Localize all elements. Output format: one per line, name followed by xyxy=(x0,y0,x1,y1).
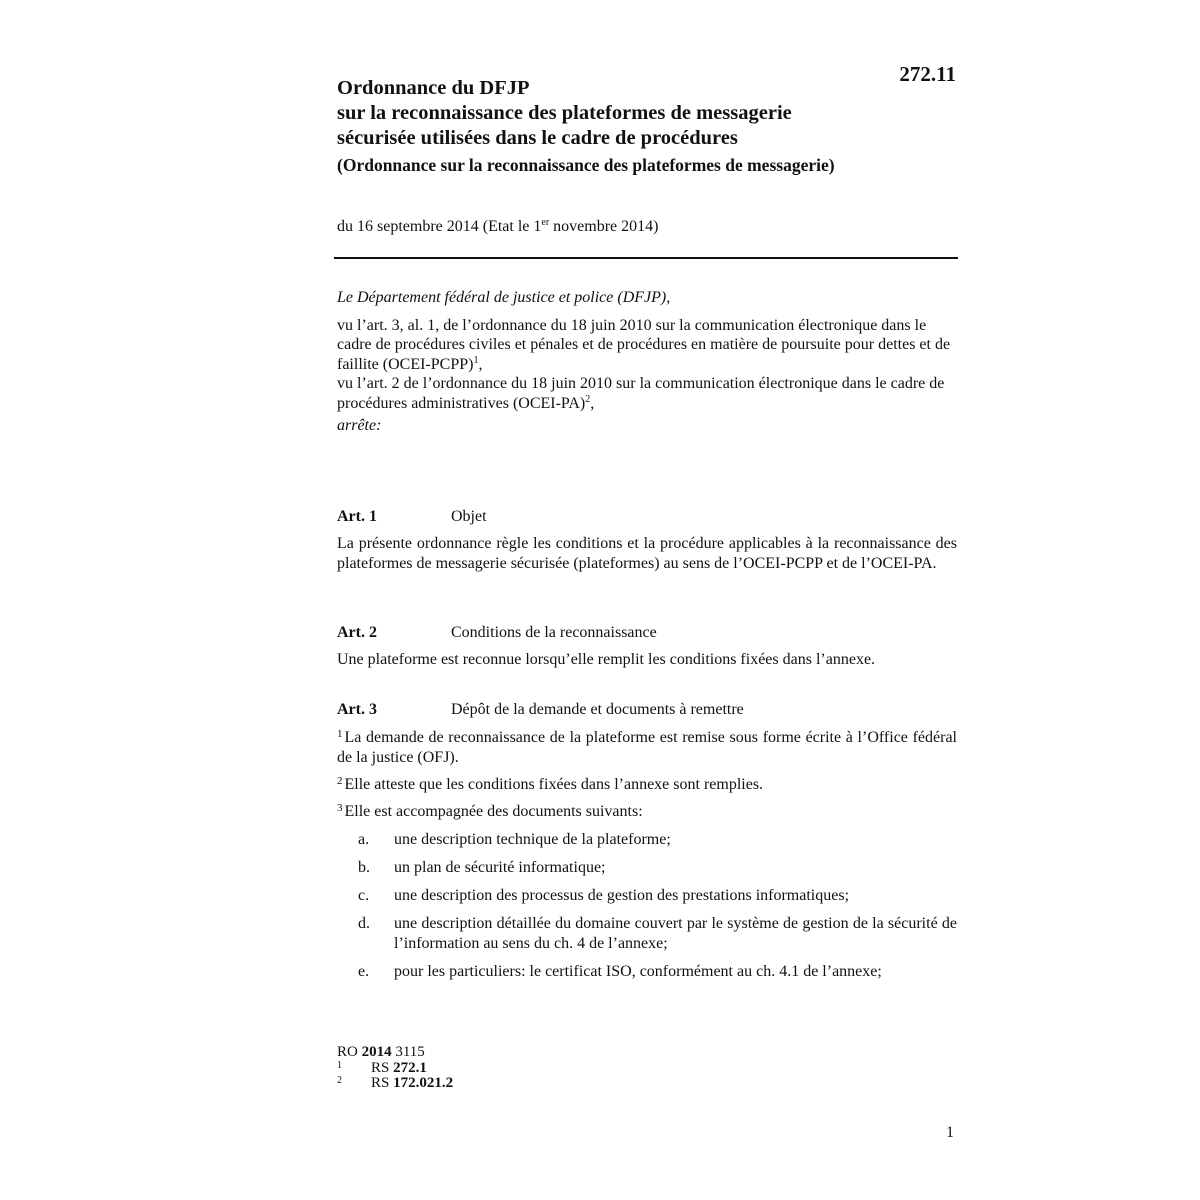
title-line-1: Ordonnance du DFJP xyxy=(337,77,530,99)
list-letter: b. xyxy=(358,859,370,876)
article-2 xyxy=(337,622,957,670)
paragraph-3 xyxy=(337,802,957,822)
list-letter: c. xyxy=(358,887,370,904)
footnote-prefix: RS xyxy=(371,1060,390,1076)
date-prefix: du 16 septembre 2014 (Etat le 1 xyxy=(337,218,542,235)
article-number: Art. 2 xyxy=(337,624,377,641)
footnotes xyxy=(337,1043,454,1091)
footnote-ref-1: 1 xyxy=(473,354,479,366)
preamble xyxy=(337,288,957,436)
article-heading xyxy=(337,622,957,644)
basis-2-text: vu l’art. 2 de l’ordonnance du 18 juin 2010 sur la communication électronique dans le cadre de procédures administratives (OCEI-PA) xyxy=(337,375,945,412)
footnote-number: 2 xyxy=(337,1075,342,1086)
article-title: Objet xyxy=(451,508,487,525)
list-item-a xyxy=(337,830,957,850)
date-suffix: novembre 2014) xyxy=(549,218,659,235)
page-number: 1 xyxy=(946,1124,954,1141)
article-heading xyxy=(337,699,957,721)
list-item-text: un plan de sécurité informatique; xyxy=(394,859,606,876)
paragraph-2 xyxy=(337,775,957,795)
basis-1-text: vu l’art. 3, al. 1, de l’ordonnance du 18 juin 2010 sur la communication électronique dans le cadre de procédures civiles et pénales et de procédures en matière de poursuite pour dettes et de faillite (OCEI-PCPP) xyxy=(337,316,951,373)
preamble-basis-2: vu l’art. 2 de l’ordonnance du 18 juin 2010 sur la communication électronique dans le cadre de procédures administratives (OCEI-PA)$^2$, xyxy=(337,375,945,412)
preamble-basis-1: vu l’art. 3, al. 1, de l’ordonnance du 18 juin 2010 sur la communication électronique dans le cadre de procédures civiles et pénales et de procédures en matière de poursuite pour dettes et de faillite (OCEI-PCPP)$^1$, xyxy=(337,316,951,373)
paragraph-number: 2 xyxy=(337,775,343,787)
list-item-e xyxy=(337,962,957,982)
ro-reference xyxy=(337,1043,425,1061)
list-item-text: une description détaillée du domaine couvert par le système de gestion de la sécurité de l’information au sens du ch. 4 de l’annexe; xyxy=(394,915,957,952)
list-item-b xyxy=(337,858,957,878)
footnote-text xyxy=(371,1061,427,1076)
list-item-text: une description technique de la plateforme; xyxy=(394,831,671,848)
title-line-3: sécurisée utilisées dans le cadre de procédures xyxy=(337,127,738,149)
preamble-authority: Le Département fédéral de justice et police (DFJP), xyxy=(337,289,671,306)
article-title: Dépôt de la demande et documents à remettre xyxy=(451,701,744,718)
footnote-ref: 272.1 xyxy=(393,1060,427,1076)
article-title: Conditions de la reconnaissance xyxy=(451,624,657,641)
title-block xyxy=(337,76,957,176)
paragraph-text: La demande de reconnaissance de la plateforme est remise sous forme écrite à l’Office fédéral de la justice (OFJ). xyxy=(337,729,957,766)
short-title: (Ordonnance sur la reconnaissance des plateformes de messagerie) xyxy=(337,155,835,175)
ro-prefix: RO xyxy=(337,1044,358,1060)
article-heading xyxy=(337,506,957,528)
article-3 xyxy=(337,699,957,982)
paragraph-text: Elle atteste que les conditions fixées dans l’annexe sont remplies. xyxy=(344,776,764,793)
article-text: Une plateforme est reconnue lorsqu’elle remplit les conditions fixées dans l’annexe. xyxy=(337,651,876,668)
article-number: Art. 1 xyxy=(337,508,377,525)
preamble-decision: arrête: xyxy=(337,417,382,434)
paragraph-1 xyxy=(337,728,957,768)
footnote-ref: 172.021.2 xyxy=(393,1075,454,1091)
ro-page: 3115 xyxy=(395,1044,425,1060)
footnote-1 xyxy=(337,1061,425,1076)
footnote-text xyxy=(371,1076,453,1091)
footnote-2 xyxy=(337,1075,454,1091)
date-superscript: er xyxy=(541,217,550,228)
article-number: Art. 3 xyxy=(337,701,377,718)
list-letter: d. xyxy=(358,915,370,932)
list-item-d xyxy=(337,914,957,954)
paragraph-number: 1 xyxy=(337,728,343,740)
footnote-ref-2: 2 xyxy=(585,393,591,405)
article-text: La présente ordonnance règle les conditions et la procédure applicables à la reconnaissance des plateformes de messagerie sécurisée (plateformes) au sens de l’OCEI-PCPP et de l’OCEI-PA. xyxy=(337,535,957,572)
list-item-text: pour les particuliers: le certificat ISO, conformément au ch. 4.1 de l’annexe; xyxy=(394,963,882,980)
date-line xyxy=(337,216,658,238)
list-item-c xyxy=(337,886,957,906)
title-line-2: sur la reconnaissance des plateformes de messagerie xyxy=(337,102,792,124)
paragraph-number: 3 xyxy=(337,802,343,814)
list-item-text: une description des processus de gestion des prestations informatiques; xyxy=(394,887,850,904)
list-letter: e. xyxy=(358,963,370,980)
article-1 xyxy=(337,506,957,574)
ro-year: 2014 xyxy=(361,1044,392,1060)
footnote-number: 1 xyxy=(337,1060,342,1071)
sr-number: 272.11 xyxy=(899,62,956,86)
paragraph-text: Elle est accompagnée des documents suivants: xyxy=(344,803,643,820)
header-divider xyxy=(334,257,958,259)
list-letter: a. xyxy=(358,831,370,848)
footnote-prefix: RS xyxy=(371,1075,390,1091)
